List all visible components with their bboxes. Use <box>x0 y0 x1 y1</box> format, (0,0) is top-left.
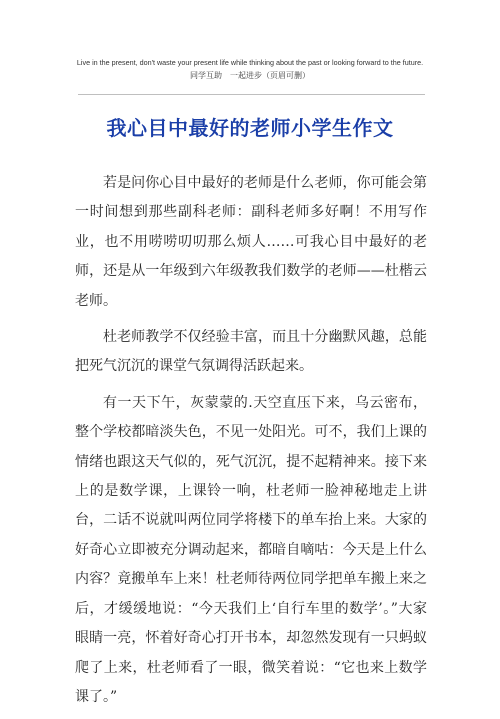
page-header <box>0 58 500 81</box>
article-body <box>75 169 427 719</box>
header-subtitle <box>0 71 500 81</box>
header-quote: Live in the present, don't waste your present life while thinking about the past or looking forward to the future. <box>76 58 424 67</box>
article-paragraph-1: 若是问你心目中最好的老师是什么老师，你可能会第一时间想到那些副科老师：副科老师多好啊！不用写作业，也不用唠唠叨叨那么烦人……可我心目中最好的老师，还是从一年级到六年级教我们数学的老师——杜楷云老师。 <box>75 175 427 309</box>
header-subtitle-right: 一起进步（页眉可删） <box>230 71 310 80</box>
header-divider <box>78 94 425 95</box>
article-paragraph-2: 杜老师教学不仅经验丰富，而且十分幽默风趣，总能把死气沉沉的课堂气氛调得活跃起来。 <box>75 329 427 375</box>
article-paragraph-3: 有一天下午，灰蒙蒙的.天空直压下来，乌云密布，整个学校都暗淡失色，不见一处阳光。可不，我们上课的情绪也跟这天气似的，死气沉沉，提不起精神来。接下来上的是数学课，上课铃一响，杜老师一脸神秘地走上讲台，二话不说就叫两位同学将楼下的单车抬上来。大家的好奇心立即被充分调动起来，都暗自嘀咕：今天是上什么内容？竟搬单车上来！杜老师待两位同学把单车搬上来之后，才缓缓地说：“今天我们上‘自行车里的数学’。”大家眼睛一亮，怀着好奇心打开书本，却忽然发现有一只蚂蚁爬了上来，杜老师看了一眼，微笑着说：“它也来上数学课了。” <box>75 394 427 705</box>
header-subtitle-left: 同学互助 <box>190 71 222 80</box>
article-title: 我心目中最好的老师小学生作文 <box>106 116 394 140</box>
